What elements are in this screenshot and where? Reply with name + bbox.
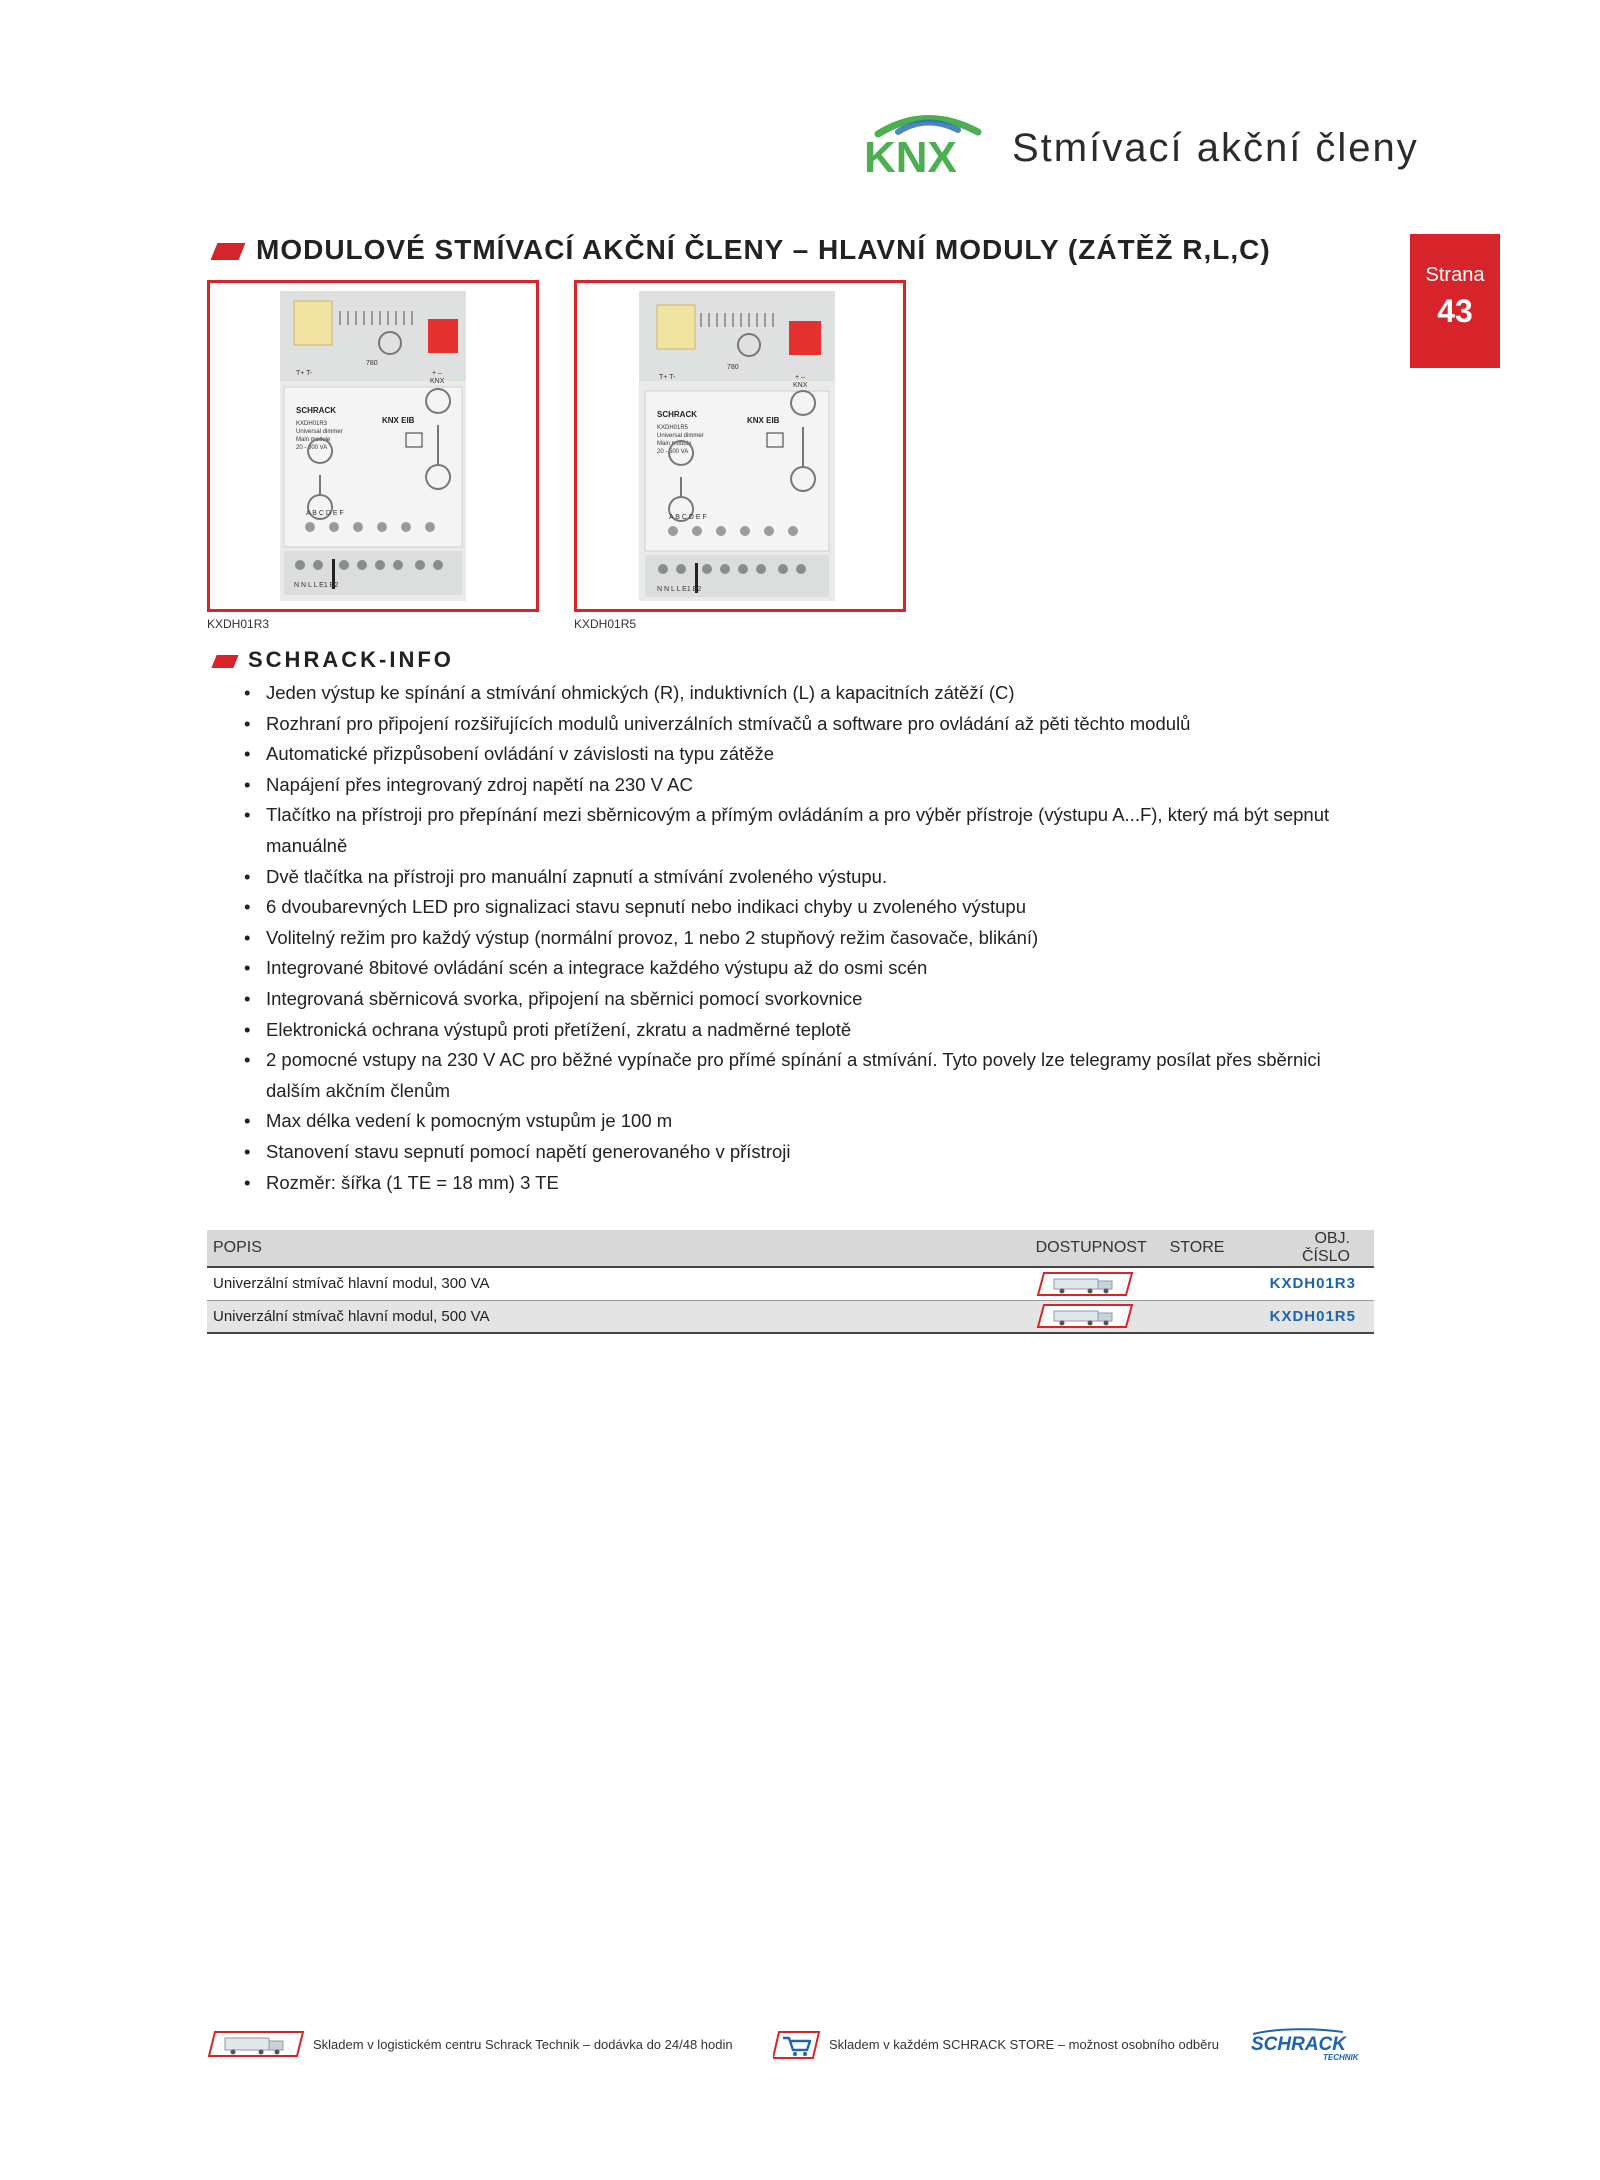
table-row: [207, 1267, 1374, 1300]
page-label: Strana: [1425, 264, 1485, 286]
header-description: POPIS: [207, 1230, 1030, 1267]
list-item: • Stanovení stavu sepnutí pomocí napětí generovaného v přístroji: [240, 1137, 1380, 1168]
list-item: • Integrované 8bitové ovládání scén a integrace každého výstupu až do osmi scén: [240, 953, 1380, 984]
svg-text:KNX EIB: KNX EIB: [382, 416, 415, 425]
footer-note-store: Skladem v každém SCHRACK STORE – možnost osobního odběru: [829, 2037, 1219, 2052]
row-order-number[interactable]: KXDH01R3: [1264, 1267, 1374, 1300]
truck-icon: [1036, 1271, 1134, 1297]
list-item: • 2 pomocné vstupy na 230 V AC pro běžné vypínače pro přímé spínání a stmívání. Tyto povely lze telegramy posílat přes sběrnici dalším akčním členům: [240, 1045, 1380, 1106]
header-store: STORE: [1164, 1230, 1264, 1267]
truck-icon: [207, 2030, 305, 2058]
list-item: • 6 dvoubarevných LED pro signalizaci stavu sepnutí nebo indikaci chyby u zvoleného výstupu: [240, 892, 1380, 923]
svg-text:KNX: KNX: [793, 382, 808, 389]
schrack-logo-subtext: TECHNIK: [1323, 2053, 1359, 2062]
table-header-row: [207, 1230, 1374, 1267]
svg-text:20 - 300 VA: 20 - 300 VA: [296, 445, 328, 451]
page-title: Stmívací akční členy: [1012, 126, 1419, 170]
list-item: • Rozměr: šířka (1 TE = 18 mm) 3 TE: [240, 1168, 1380, 1199]
product-image-kxdh01r3: [207, 280, 539, 612]
row-availability: [1030, 1300, 1164, 1333]
product-table: [207, 1230, 1374, 1334]
section-title: [214, 234, 1271, 266]
product-image-kxdh01r5: [574, 280, 906, 612]
list-item: • Rozhraní pro připojení rozšiřujících modulů univerzálních stmívačů a software pro ovládání až pěti těchto modulů: [240, 709, 1380, 740]
list-item: • Tlačítko na přístroji pro přepínání mezi sběrnicovým a přímým ovládáním a pro výběr přístroje (výstupu A...F), který má být sepnut manuálně: [240, 800, 1380, 861]
list-item: • Jeden výstup ke spínání a stmívání ohmických (R), induktivních (L) a kapacitních zátěží (C): [240, 678, 1380, 709]
svg-text:KNX: KNX: [430, 378, 445, 385]
header-order-number: OBJ. ČÍSLO: [1264, 1230, 1374, 1267]
schrack-logo-text: SCHRACK: [1251, 2034, 1346, 2055]
row-store: [1164, 1300, 1264, 1333]
info-title: [214, 647, 454, 673]
svg-text:Universal dimmer: Universal dimmer: [657, 433, 704, 439]
row-description: Univerzální stmívač hlavní modul, 500 VA: [207, 1300, 1030, 1333]
cart-icon: [773, 2030, 821, 2060]
footer: [207, 2028, 1377, 2064]
row-store: [1164, 1267, 1264, 1300]
row-description: Univerzální stmívač hlavní modul, 300 VA: [207, 1267, 1030, 1300]
list-item: • Elektronická ochrana výstupů proti přetížení, zkratu a nadměrné teplotě: [240, 1015, 1380, 1046]
svg-text:N N L L E1 E2: N N L L E1 E2: [294, 582, 339, 589]
svg-text:780: 780: [727, 364, 739, 371]
svg-text:780: 780: [366, 360, 378, 367]
product-caption: KXDH01R5: [574, 617, 637, 631]
list-item: • Max délka vedení k pomocným vstupům je 100 m: [240, 1106, 1380, 1137]
info-bullet-list: [240, 678, 1380, 1198]
svg-text:Main module: Main module: [296, 437, 331, 443]
page-number-tab: [1410, 234, 1500, 368]
svg-text:SCHRACK: SCHRACK: [296, 406, 336, 415]
svg-text:Universal dimmer: Universal dimmer: [296, 429, 343, 435]
list-item: • Dvě tlačítka na přístroji pro manuální zapnutí a stmívání zvoleného výstupu.: [240, 862, 1380, 893]
product-caption: KXDH01R3: [207, 617, 270, 631]
row-order-number[interactable]: KXDH01R5: [1264, 1300, 1374, 1333]
footer-note-logistics: Skladem v logistickém centru Schrack Technik – dodávka do 24/48 hodin: [313, 2037, 733, 2052]
svg-text:KXDH01R3: KXDH01R3: [296, 421, 328, 427]
knx-logo-text: KNX: [864, 133, 957, 176]
svg-text:+ –: + –: [795, 374, 805, 381]
section-marker-icon: [211, 243, 246, 260]
list-item: • Volitelný režim pro každý výstup (normální provoz, 1 nebo 2 stupňový režim časovače, blikání): [240, 923, 1380, 954]
row-availability: [1030, 1267, 1164, 1300]
header-availability: DOSTUPNOST: [1030, 1230, 1164, 1267]
section-title-text: MODULOVÉ STMÍVACÍ AKČNÍ ČLENY – HLAVNÍ MODULY (ZÁTĚŽ R,L,C): [256, 234, 1271, 265]
list-item: • Automatické přizpůsobení ovládání v závislosti na typu zátěže: [240, 739, 1380, 770]
svg-text:KNX EIB: KNX EIB: [747, 416, 780, 425]
svg-text:T+ T-: T+ T-: [659, 374, 676, 381]
svg-text:+ –: + –: [432, 370, 442, 377]
list-item: • Integrovaná sběrnicová svorka, připojení na sběrnici pomocí svorkovnice: [240, 984, 1380, 1015]
info-title-text: SCHRACK-INFO: [248, 647, 454, 672]
section-marker-icon: [211, 655, 238, 668]
svg-text:SCHRACK: SCHRACK: [657, 410, 697, 419]
svg-text:Main module: Main module: [657, 441, 692, 447]
knx-logo: [858, 110, 994, 176]
page-number: 43: [1437, 293, 1473, 329]
svg-text:KXDH01R5: KXDH01R5: [657, 425, 689, 431]
table-row: [207, 1300, 1374, 1333]
svg-text:20 - 500 VA: 20 - 500 VA: [657, 449, 689, 455]
svg-text:N N L L E1 E2: N N L L E1 E2: [657, 586, 702, 593]
list-item: • Napájení přes integrovaný zdroj napětí na 230 V AC: [240, 770, 1380, 801]
truck-icon: [1036, 1303, 1134, 1329]
schrack-logo: [1247, 2028, 1373, 2062]
svg-text:A B C D E: A B C D E F: [306, 510, 344, 517]
svg-text:T+ T-: T+ T-: [296, 370, 313, 377]
svg-text:A B C D E: A B C D E F: [669, 514, 707, 521]
